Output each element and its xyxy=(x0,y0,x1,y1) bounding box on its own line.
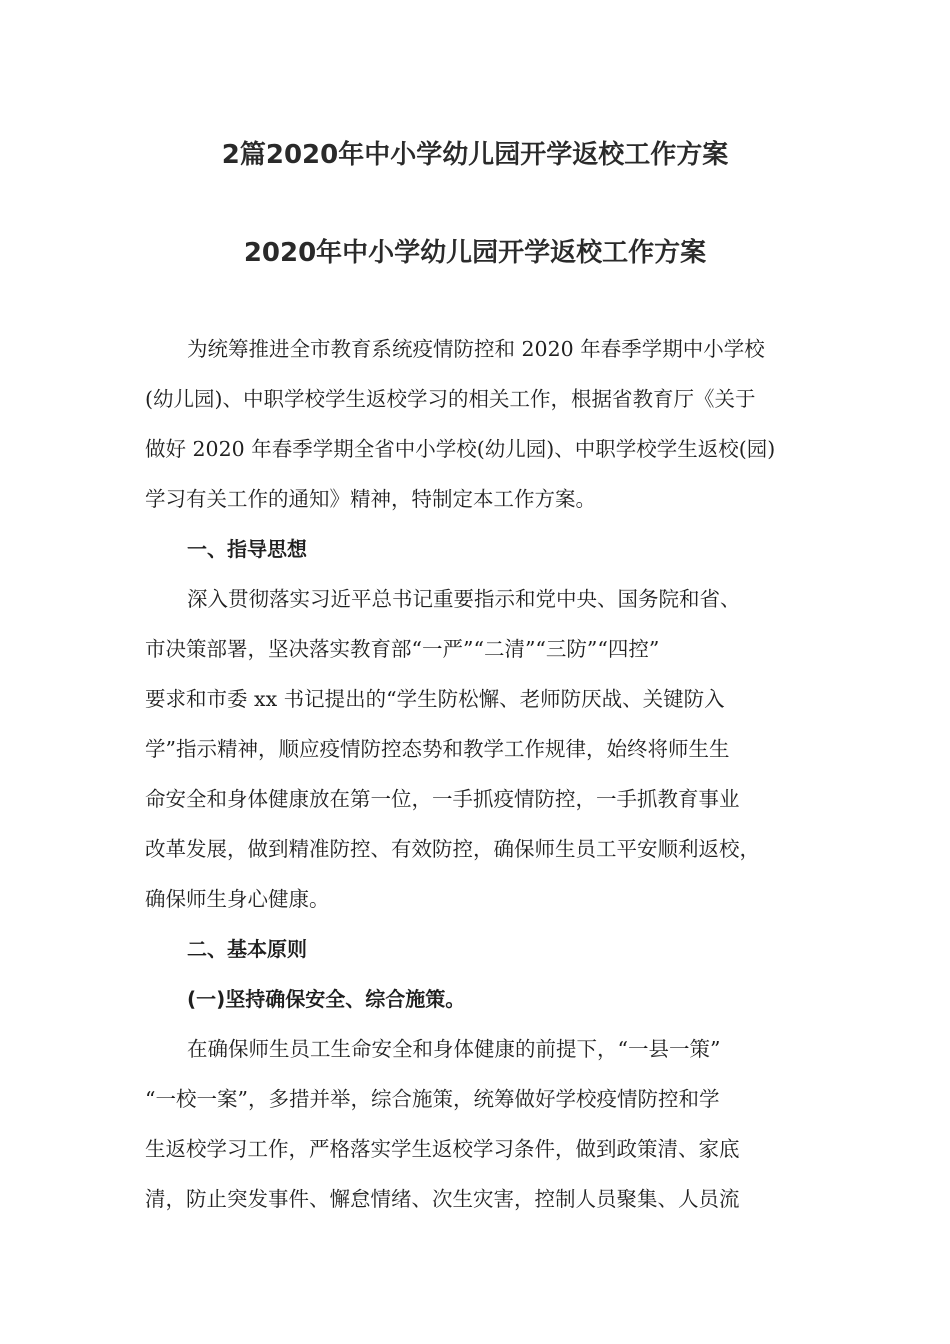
paragraph-line: 确保师生身心健康。 xyxy=(145,887,330,911)
paragraph-line: “一校一案”，多措并举，综合施策，统筹做好学校疫情防控和学 xyxy=(145,1087,720,1111)
paragraph-line: 要求和市委 xx 书记提出的“学生防松懈、老师防厌战、关键防入 xyxy=(145,687,725,711)
paragraph-line: 在确保师生员工生命安全和身体健康的前提下，“一县一策” xyxy=(187,1037,721,1061)
paragraph-line: 学”指示精神，顺应疫情防控态势和教学工作规律，始终将师生生 xyxy=(145,737,730,761)
paragraph-line: 学习有关工作的通知》精神，特制定本工作方案。 xyxy=(145,487,596,511)
paragraph-line: 市决策部署，坚决落实教育部“一严”“二清”“三防”“四控” xyxy=(145,637,660,661)
document-subtitle: 2020年中小学幼儿园开学返校工作方案 xyxy=(243,238,707,268)
paragraph-line: 为统筹推进全市教育系统疫情防控和 2020 年春季学期中小学校 xyxy=(187,337,765,361)
section-heading: 一、指导思想 xyxy=(187,537,307,561)
paragraph-line: 命安全和身体健康放在第一位，一手抓疫情防控，一手抓教育事业 xyxy=(145,787,740,811)
section-heading: 二、基本原则 xyxy=(187,937,307,961)
paragraph-line: 生返校学习工作，严格落实学生返校学习条件，做到政策清、家底 xyxy=(145,1137,740,1161)
subsection-heading: (一)坚持确保安全、综合施策。 xyxy=(187,987,466,1011)
paragraph-line: 做好 2020 年春季学期全省中小学校(幼儿园)、中职学校学生返校(园) xyxy=(145,437,776,461)
paragraph-line: (幼儿园)、中职学校学生返校学习的相关工作，根据省教育厅《关于 xyxy=(145,387,756,411)
document-title: 2篇2020年中小学幼儿园开学返校工作方案 xyxy=(221,140,729,170)
paragraph-line: 深入贯彻落实习近平总书记重要指示和党中央、国务院和省、 xyxy=(187,587,741,611)
paragraph-line: 改革发展，做到精准防控、有效防控，确保师生员工平安顺利返校， xyxy=(145,837,760,861)
paragraph-line: 清，防止突发事件、懈怠情绪、次生灾害，控制人员聚集、人员流 xyxy=(145,1187,740,1211)
